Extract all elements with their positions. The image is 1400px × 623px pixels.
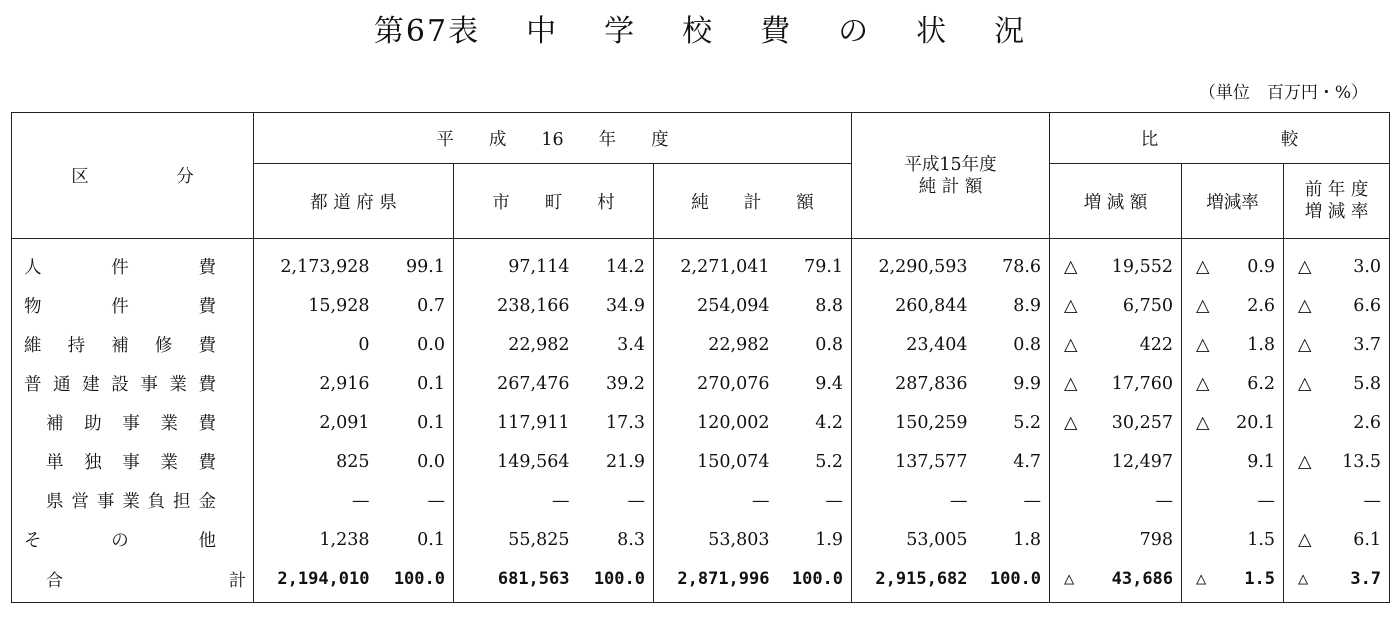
cell-h15-ratio: 100.0 <box>976 559 1050 603</box>
cell-net-amount: 254,094 <box>654 286 778 325</box>
cell-h15-ratio: 5.2 <box>976 403 1050 442</box>
cell-change-amount <box>1050 364 1182 403</box>
cell-muni-amount: 267,476 <box>454 364 578 403</box>
cell-change-rate-value: 9.1 <box>1247 451 1276 472</box>
row-label-char: 県 <box>46 492 64 512</box>
cell-pref-amount: 2,091 <box>254 403 378 442</box>
cell-change-amount <box>1050 442 1182 481</box>
cell-prev-change-rate-content <box>1298 335 1381 355</box>
row-label-char: 件 <box>111 258 129 278</box>
header-change-amount: 増 減 額 <box>1050 164 1182 239</box>
row-label-char: 業 <box>160 414 178 434</box>
cell-pref-ratio: 0.0 <box>378 442 454 481</box>
triangle-icon: △ <box>1298 256 1312 277</box>
row-label-char: 費 <box>198 297 216 317</box>
row-label-char: 単 <box>46 453 64 473</box>
cell-change-rate-content <box>1196 413 1275 433</box>
cell-change-amount <box>1050 403 1182 442</box>
cell-net-ratio: 8.8 <box>778 286 852 325</box>
header-compare: 比 較 <box>1050 113 1390 164</box>
triangle-icon: △ <box>1064 568 1075 589</box>
cell-prev-change-rate <box>1284 403 1390 442</box>
row-label-char: 物 <box>24 297 42 317</box>
cell-change-rate-content <box>1196 296 1275 316</box>
cell-change-amount <box>1050 520 1182 559</box>
cell-h15-amount: 260,844 <box>852 286 976 325</box>
cell-change-rate-value: 2.6 <box>1247 295 1276 316</box>
cell-pref-ratio: 0.7 <box>378 286 454 325</box>
table-row <box>12 559 1390 603</box>
cell-change-rate <box>1182 559 1284 603</box>
table-title: 第67表 中 学 校 費 の 状 況 <box>373 14 1027 49</box>
header-change-rate: 増減率 <box>1182 164 1284 239</box>
cell-prev-change-rate-value: — <box>1363 490 1382 511</box>
cell-change-amount-content <box>1064 296 1173 316</box>
cell-change-rate <box>1182 442 1284 481</box>
cell-net-ratio: 9.4 <box>778 364 852 403</box>
cell-change-rate <box>1182 239 1284 287</box>
header-net-total: 純 計 額 <box>654 164 852 239</box>
row-label-char: 補 <box>111 336 129 356</box>
triangle-icon: △ <box>1064 295 1078 316</box>
cell-muni-ratio: 14.2 <box>578 239 654 287</box>
row-label-char: の <box>111 531 129 551</box>
cell-prev-change-rate-content <box>1298 452 1381 472</box>
triangle-icon: △ <box>1196 373 1210 394</box>
cell-prev-change-rate <box>1284 364 1390 403</box>
triangle-icon: △ <box>1298 451 1312 472</box>
triangle-icon: △ <box>1064 373 1078 394</box>
cell-net-ratio: 100.0 <box>778 559 852 603</box>
cell-h15-ratio: 9.9 <box>976 364 1050 403</box>
table-row <box>12 481 1390 520</box>
cell-muni-amount: 149,564 <box>454 442 578 481</box>
cell-prev-change-rate <box>1284 481 1390 520</box>
cell-h15-amount: 287,836 <box>852 364 976 403</box>
row-label-char: 補 <box>46 414 64 434</box>
cell-change-amount <box>1050 286 1182 325</box>
cell-change-amount <box>1050 481 1182 520</box>
cell-muni-ratio: 39.2 <box>578 364 654 403</box>
cell-net-ratio: 0.8 <box>778 325 852 364</box>
row-label <box>12 239 254 287</box>
row-label-char: 事 <box>122 414 140 434</box>
cell-net-amount: 2,271,041 <box>654 239 778 287</box>
cell-change-amount-value: 6,750 <box>1122 295 1174 316</box>
row-label-char: 金 <box>198 492 216 512</box>
row-label-text <box>24 488 216 513</box>
cell-muni-ratio: 8.3 <box>578 520 654 559</box>
header-prev-line1: 前 年 度 <box>1304 180 1369 200</box>
cell-muni-amount: 22,982 <box>454 325 578 364</box>
unit-note: （単位 百万円・%） <box>1198 83 1368 103</box>
table-row <box>12 520 1390 559</box>
row-label-char: 建 <box>82 375 100 395</box>
cell-change-rate <box>1182 520 1284 559</box>
cell-change-amount-value: 43,686 <box>1111 568 1174 589</box>
cell-muni-ratio: 3.4 <box>578 325 654 364</box>
row-label-char: 件 <box>111 297 129 317</box>
cell-change-amount-value: 798 <box>1139 529 1174 550</box>
header-h15-line2: 純 計 額 <box>918 176 983 197</box>
cell-change-rate-content <box>1196 452 1275 472</box>
row-label-char: 費 <box>198 258 216 278</box>
cell-change-rate-value: 20.1 <box>1236 412 1276 433</box>
row-label-text <box>24 293 216 318</box>
cell-change-rate-value: 1.5 <box>1244 568 1276 589</box>
cell-h15-ratio: 78.6 <box>976 239 1050 287</box>
cell-change-rate-content <box>1196 335 1275 355</box>
cell-prev-change-rate-value: 6.6 <box>1353 295 1382 316</box>
cell-change-rate <box>1182 364 1284 403</box>
cell-muni-ratio: 17.3 <box>578 403 654 442</box>
cell-change-rate-value: 1.8 <box>1247 334 1276 355</box>
row-label-text <box>24 527 216 552</box>
cell-net-ratio: 5.2 <box>778 442 852 481</box>
cell-pref-amount: 1,238 <box>254 520 378 559</box>
row-label-char: 事 <box>140 375 158 395</box>
triangle-icon: △ <box>1064 334 1078 355</box>
cell-h15-amount: 150,259 <box>852 403 976 442</box>
title-char: の <box>838 14 871 49</box>
row-label <box>12 481 254 520</box>
cell-pref-amount: 2,194,010 <box>254 559 378 603</box>
cell-muni-amount: 55,825 <box>454 520 578 559</box>
cell-net-amount: — <box>654 481 778 520</box>
cell-net-ratio: 4.2 <box>778 403 852 442</box>
header-h15-line1: 平成15年度 <box>904 154 997 175</box>
row-label-char: 計 <box>229 571 246 591</box>
row-label <box>12 403 254 442</box>
cell-prev-change-rate <box>1284 239 1390 287</box>
row-label <box>12 442 254 481</box>
table-row <box>12 442 1390 481</box>
table-row <box>12 403 1390 442</box>
cell-h15-ratio: 0.8 <box>976 325 1050 364</box>
cell-change-amount-value: 422 <box>1139 334 1174 355</box>
cell-muni-amount: 681,563 <box>454 559 578 603</box>
header-prefecture: 都 道 府 県 <box>254 164 454 239</box>
cell-change-amount-value: 17,760 <box>1111 373 1174 394</box>
cell-change-rate-content <box>1196 491 1275 511</box>
triangle-icon: △ <box>1064 256 1078 277</box>
row-label-char: 通 <box>53 375 71 395</box>
row-label-text <box>24 449 216 474</box>
cell-change-rate-content <box>1196 530 1275 550</box>
row-label-text <box>24 371 216 396</box>
triangle-icon: △ <box>1196 568 1207 589</box>
cell-pref-ratio: 0.1 <box>378 403 454 442</box>
table-row <box>12 239 1390 287</box>
cell-prev-change-rate-value: 3.7 <box>1353 334 1382 355</box>
cell-pref-ratio: 0.1 <box>378 520 454 559</box>
header-prev-line2: 増 減 率 <box>1304 202 1369 222</box>
triangle-icon: △ <box>1298 373 1312 394</box>
cell-muni-amount: 238,166 <box>454 286 578 325</box>
row-label-char: 費 <box>198 414 216 434</box>
cell-net-amount: 270,076 <box>654 364 778 403</box>
triangle-icon: △ <box>1298 334 1312 355</box>
cell-muni-amount: 97,114 <box>454 239 578 287</box>
cell-pref-amount: 2,916 <box>254 364 378 403</box>
row-label-char: 維 <box>24 336 42 356</box>
cell-prev-change-rate-content <box>1298 569 1381 589</box>
cell-h15-ratio: 1.8 <box>976 520 1050 559</box>
row-label-text <box>24 254 216 279</box>
cell-change-amount-content <box>1064 374 1173 394</box>
title-char: 況 <box>994 14 1027 49</box>
cell-h15-amount: 2,290,593 <box>852 239 976 287</box>
row-label-char: 普 <box>24 375 42 395</box>
header-h16: 平 成 16 年 度 <box>254 113 852 164</box>
cell-change-rate <box>1182 325 1284 364</box>
cell-pref-ratio: — <box>378 481 454 520</box>
cell-change-amount <box>1050 325 1182 364</box>
cell-pref-amount: — <box>254 481 378 520</box>
cell-net-amount: 53,803 <box>654 520 778 559</box>
row-label-char: そ <box>24 531 42 551</box>
cell-muni-ratio: 21.9 <box>578 442 654 481</box>
row-label <box>12 364 254 403</box>
cell-pref-ratio: 0.1 <box>378 364 454 403</box>
title-char: 学 <box>604 14 637 49</box>
table-body <box>12 239 1390 603</box>
cell-h15-ratio: 8.9 <box>976 286 1050 325</box>
cell-prev-change-rate-value: 6.1 <box>1353 529 1382 550</box>
cell-pref-ratio: 99.1 <box>378 239 454 287</box>
cell-prev-change-rate-value: 5.8 <box>1353 373 1382 394</box>
cell-net-ratio: 79.1 <box>778 239 852 287</box>
cell-change-amount-content <box>1064 569 1173 589</box>
cell-h15-amount: 2,915,682 <box>852 559 976 603</box>
cell-change-amount-content <box>1064 413 1173 433</box>
row-label-char: 業 <box>169 375 187 395</box>
cell-h15-amount: — <box>852 481 976 520</box>
cell-h15-amount: 23,404 <box>852 325 976 364</box>
cell-change-rate-value: — <box>1257 490 1276 511</box>
cell-pref-amount: 0 <box>254 325 378 364</box>
title-char: 中 <box>526 14 559 49</box>
cell-prev-change-rate <box>1284 559 1390 603</box>
table-row <box>12 364 1390 403</box>
cell-muni-amount: 117,911 <box>454 403 578 442</box>
cell-prev-change-rate-value: 3.0 <box>1353 256 1382 277</box>
cell-muni-ratio: 100.0 <box>578 559 654 603</box>
row-label-char: 事 <box>122 453 140 473</box>
cell-net-amount: 22,982 <box>654 325 778 364</box>
row-label <box>12 325 254 364</box>
cell-muni-amount: — <box>454 481 578 520</box>
triangle-icon: △ <box>1298 568 1309 589</box>
title-char: 費 <box>760 14 793 49</box>
cell-change-rate-content <box>1196 374 1275 394</box>
row-label-char: 業 <box>122 492 140 512</box>
row-label-char: 事 <box>96 492 115 512</box>
cell-change-amount-content <box>1064 335 1173 355</box>
cell-prev-change-rate-value: 3.7 <box>1350 568 1382 589</box>
cell-net-ratio: — <box>778 481 852 520</box>
cell-prev-change-rate-content <box>1298 413 1381 433</box>
cell-change-rate-value: 1.5 <box>1247 529 1276 550</box>
cell-change-amount-value: 12,497 <box>1111 451 1174 472</box>
cell-net-amount: 120,002 <box>654 403 778 442</box>
cell-muni-ratio: — <box>578 481 654 520</box>
row-label-text <box>24 332 216 357</box>
cell-prev-change-rate-content <box>1298 491 1381 511</box>
row-label-char: 費 <box>198 453 216 473</box>
row-label-char: 持 <box>67 336 86 356</box>
cell-change-amount <box>1050 239 1182 287</box>
row-label-char: 業 <box>160 453 178 473</box>
row-label-char: 担 <box>173 492 191 512</box>
cell-pref-amount: 2,173,928 <box>254 239 378 287</box>
cell-pref-amount: 15,928 <box>254 286 378 325</box>
cell-net-ratio: 1.9 <box>778 520 852 559</box>
cell-prev-change-rate-content <box>1298 296 1381 316</box>
row-label-char: 営 <box>71 492 89 512</box>
row-label-char: 設 <box>111 375 129 395</box>
row-label-char: 負 <box>147 492 166 512</box>
cell-h15-amount: 137,577 <box>852 442 976 481</box>
cell-change-amount-value: — <box>1155 490 1174 511</box>
cell-prev-change-rate-value: 2.6 <box>1353 412 1382 433</box>
cell-h15-ratio: — <box>976 481 1050 520</box>
cell-prev-change-rate-content <box>1298 257 1381 277</box>
school-expense-table <box>11 112 1390 603</box>
cell-change-amount-value: 19,552 <box>1111 256 1174 277</box>
cell-pref-ratio: 100.0 <box>378 559 454 603</box>
row-label-char: 合 <box>46 571 63 591</box>
row-label-text <box>24 566 246 591</box>
triangle-icon: △ <box>1196 256 1210 277</box>
row-label-char: 費 <box>198 336 216 356</box>
cell-muni-ratio: 34.9 <box>578 286 654 325</box>
cell-change-rate-value: 0.9 <box>1247 256 1276 277</box>
cell-prev-change-rate-content <box>1298 374 1381 394</box>
title-char: 状 <box>916 14 949 49</box>
row-label-text <box>24 410 216 435</box>
cell-prev-change-rate <box>1284 325 1390 364</box>
cell-change-rate-content <box>1196 569 1275 589</box>
cell-change-rate <box>1182 481 1284 520</box>
cell-prev-change-rate <box>1284 442 1390 481</box>
table-row <box>12 286 1390 325</box>
cell-prev-change-rate <box>1284 520 1390 559</box>
header-h15 <box>852 113 1050 239</box>
row-label-char: 修 <box>154 336 173 356</box>
triangle-icon: △ <box>1196 334 1210 355</box>
cell-h15-ratio: 4.7 <box>976 442 1050 481</box>
cell-change-amount-content <box>1064 452 1173 472</box>
row-label-char: 他 <box>198 531 216 551</box>
header-municipal: 市 町 村 <box>454 164 654 239</box>
row-label <box>12 559 254 603</box>
triangle-icon: △ <box>1196 295 1210 316</box>
title-char: 校 <box>682 14 715 49</box>
cell-pref-amount: 825 <box>254 442 378 481</box>
triangle-icon: △ <box>1196 412 1210 433</box>
triangle-icon: △ <box>1064 412 1078 433</box>
cell-change-amount-content <box>1064 257 1173 277</box>
cell-change-amount-content <box>1064 530 1173 550</box>
cell-h15-amount: 53,005 <box>852 520 976 559</box>
cell-change-amount <box>1050 559 1182 603</box>
cell-change-rate <box>1182 286 1284 325</box>
cell-pref-ratio: 0.0 <box>378 325 454 364</box>
cell-prev-change-rate <box>1284 286 1390 325</box>
cell-change-rate-content <box>1196 257 1275 277</box>
triangle-icon: △ <box>1298 295 1312 316</box>
cell-change-amount-value: 30,257 <box>1111 412 1174 433</box>
row-label-char: 費 <box>198 375 216 395</box>
header-category: 区 分 <box>12 113 254 239</box>
cell-prev-change-rate-content <box>1298 530 1381 550</box>
cell-change-amount-content <box>1064 491 1173 511</box>
triangle-icon: △ <box>1298 529 1312 550</box>
row-label-char: 独 <box>84 453 102 473</box>
header-prev-change-rate <box>1284 164 1390 239</box>
row-label <box>12 520 254 559</box>
row-label-char: 人 <box>24 258 42 278</box>
cell-net-amount: 150,074 <box>654 442 778 481</box>
cell-change-rate <box>1182 403 1284 442</box>
row-label-char: 助 <box>84 414 102 434</box>
row-label <box>12 286 254 325</box>
cell-prev-change-rate-value: 13.5 <box>1342 451 1382 472</box>
cell-net-amount: 2,871,996 <box>654 559 778 603</box>
cell-change-rate-value: 6.2 <box>1247 373 1276 394</box>
table-row <box>12 325 1390 364</box>
